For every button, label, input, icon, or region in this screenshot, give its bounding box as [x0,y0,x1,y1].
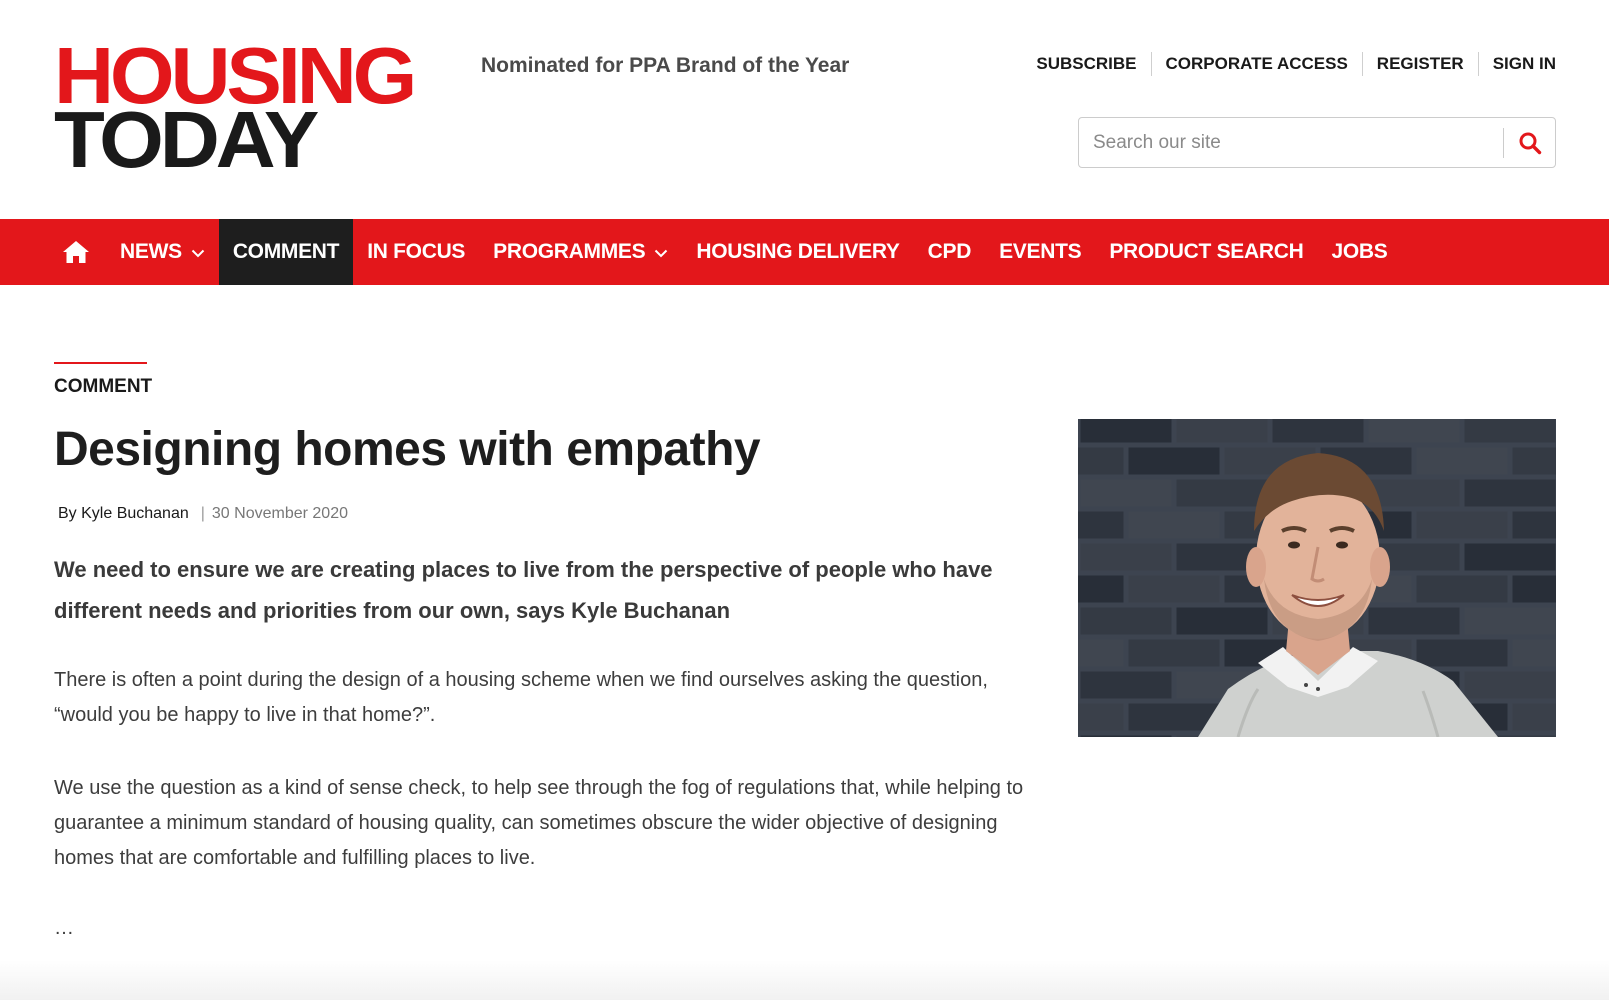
brick [1465,608,1556,635]
brick [1369,608,1460,635]
nav-in-focus-label: IN FOCUS [367,240,466,263]
site-search [1078,117,1556,168]
article-title: Designing homes with empathy [54,423,761,476]
brick [1465,544,1556,571]
chevron-down-icon [654,249,668,258]
nav-home[interactable] [54,219,106,285]
brick [1129,512,1220,539]
brick [1513,512,1557,539]
nav-comment[interactable] [219,219,353,285]
nav-product-search-label: PRODUCT SEARCH [1109,240,1304,263]
brick [1081,672,1172,699]
page-bottom-fade [0,960,1609,1000]
home-icon [62,239,90,265]
article-standfirst: We need to ensure we are creating places to live from the perspective of people who have different needs and priorities from our own, says Kyle Buchanan [54,557,993,623]
publish-date: 30 November 2020 [211,505,348,522]
brick [1465,419,1556,443]
brick [1078,640,1124,667]
brick [1078,448,1124,475]
brick [1513,576,1557,603]
logo-line-housing: HOUSING [54,31,414,120]
article-byline [58,505,348,523]
nav-comment-label: COMMENT [232,240,340,263]
nav-in-focus[interactable] [353,219,479,285]
site-header [0,0,1609,219]
brick [1177,419,1268,443]
author-portrait-illustration [1078,419,1556,737]
subscribe-link[interactable]: SUBSCRIBE [1036,54,1137,73]
search-input[interactable] [1093,118,1493,167]
nav-jobs[interactable] [1317,219,1401,285]
nav-events-label: EVENTS [999,240,1082,263]
brick [1078,512,1124,539]
brick [1081,419,1172,443]
search-divider [1503,128,1504,158]
brick [1129,448,1220,475]
brick [1513,704,1557,731]
author-name[interactable]: By Kyle Buchanan [58,505,189,522]
brick [1081,608,1172,635]
account-links [1022,52,1556,76]
brick [1513,448,1557,475]
chevron-down-icon [191,249,205,258]
brick [1081,480,1172,507]
nav-cpd-label: CPD [927,240,972,263]
brick [1081,544,1172,571]
brick [1273,419,1364,443]
brick [1513,640,1557,667]
brick [1465,672,1556,699]
section-kicker[interactable]: COMMENT [54,376,153,397]
nav-cpd[interactable] [914,219,985,285]
search-button[interactable] [1505,118,1555,167]
brick [1465,480,1556,507]
brick [1177,608,1268,635]
nav-housing-delivery-label: HOUSING DELIVERY [696,240,900,263]
brick [1078,704,1124,731]
article-paragraph: We use the question as a kind of sense check, to help see through the fog of regulations that, while helping to guarantee a minimum standard of housing quality, can sometimes obscure the wider objective of designing homes that are comfortable and fulfilling places to live. [54,777,1024,869]
brick [1129,576,1220,603]
nav-programmes-label: PROGRAMMES [493,240,646,263]
brick [1417,640,1508,667]
main-nav [0,219,1609,285]
nav-programmes[interactable] [479,219,682,285]
logo-line-today: TODAY [54,95,316,184]
brick [1078,576,1124,603]
nav-housing-delivery[interactable] [682,219,913,285]
nav-product-search[interactable] [1095,219,1317,285]
brand-tagline: Nominated for PPA Brand of the Year [481,54,850,77]
register-link[interactable]: REGISTER [1362,52,1478,76]
brick [1417,512,1508,539]
brick [1129,640,1220,667]
nav-news-label: NEWS [120,240,182,263]
site-logo[interactable] [54,31,450,184]
brick [1081,736,1172,738]
brick [1417,576,1508,603]
sign-in-link[interactable]: SIGN IN [1478,52,1556,76]
search-icon [1518,131,1542,155]
nav-events[interactable] [985,219,1095,285]
brick [1417,448,1508,475]
brick [1369,480,1460,507]
brick [1177,480,1268,507]
nav-jobs-label: JOBS [1331,240,1388,263]
nav-news[interactable] [106,219,219,285]
author-photo [1078,419,1556,737]
article-truncation: … [54,917,74,939]
byline-separator: | [200,505,205,522]
brick [1369,419,1460,443]
article-paragraph: There is often a point during the design of a housing scheme when we find ourselves asking the question, “would you be happy to live in that home?”. [54,669,988,726]
corporate-access-link[interactable]: CORPORATE ACCESS [1151,52,1362,76]
section-rule [54,362,147,364]
